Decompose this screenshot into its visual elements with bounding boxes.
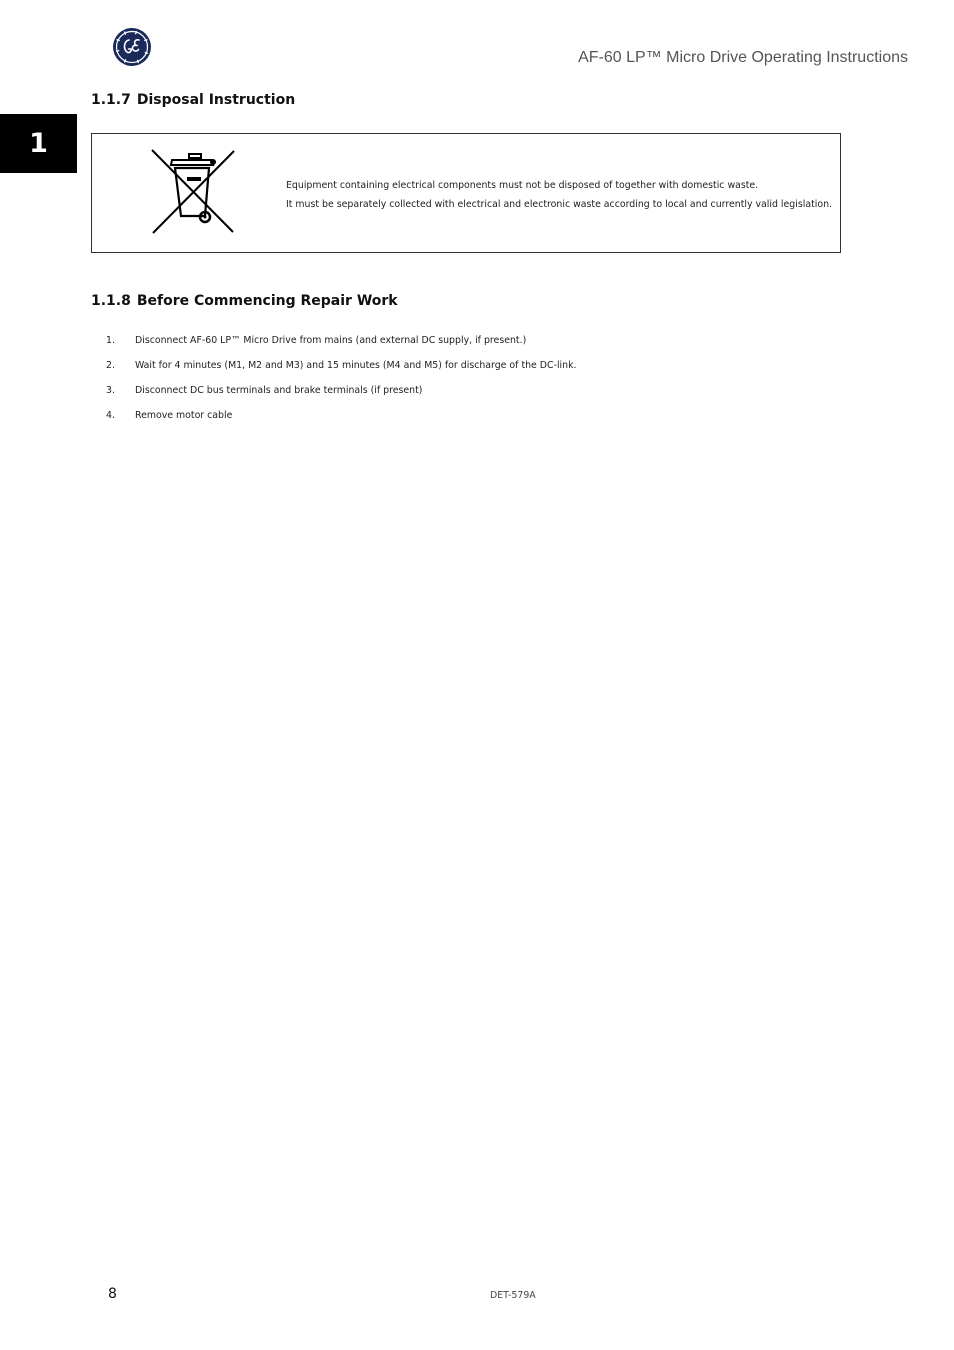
section-title: Before Commencing Repair Work <box>136 293 398 309</box>
disposal-line: Equipment containing electrical components must not be disposed of together with domestic waste. <box>286 180 759 191</box>
ge-logo-icon <box>112 27 152 67</box>
step-index: 3. <box>106 385 115 396</box>
disposal-text <box>286 176 832 214</box>
section-number: 1.1.7 <box>91 92 131 108</box>
step-text: Disconnect DC bus terminals and brake terminals (if present) <box>135 385 423 396</box>
list-item <box>106 385 577 410</box>
list-item <box>106 335 577 360</box>
page-number: 8 <box>108 1286 117 1302</box>
step-index: 4. <box>106 410 115 421</box>
section-title: Disposal Instruction <box>136 92 296 108</box>
step-index: 1. <box>106 335 115 346</box>
step-text: Remove motor cable <box>135 410 233 421</box>
step-text: Wait for 4 minutes (M1, M2 and M3) and 15 minutes (M4 and M5) for discharge of the DC-link. <box>135 360 577 371</box>
disposal-line: It must be separately collected with electrical and electronic waste according to local and currently valid legislation. <box>286 199 833 210</box>
step-text: Disconnect AF-60 LP™ Micro Drive from mains (and external DC supply, if present.) <box>135 335 527 346</box>
disposal-instruction-box <box>91 133 841 253</box>
section-heading-repair <box>91 293 398 309</box>
step-index: 2. <box>106 360 115 371</box>
list-item <box>106 360 577 385</box>
section-heading-disposal <box>91 92 295 108</box>
crossed-out-wheelie-bin-icon <box>150 148 236 236</box>
repair-steps-list <box>106 335 577 435</box>
list-item <box>106 410 577 435</box>
document-code: DET-579A <box>490 1290 536 1301</box>
section-number: 1.1.8 <box>91 293 131 309</box>
chapter-tab: 1 <box>0 114 77 173</box>
document-title: AF-60 LP™ Micro Drive Operating Instructions <box>578 49 908 66</box>
